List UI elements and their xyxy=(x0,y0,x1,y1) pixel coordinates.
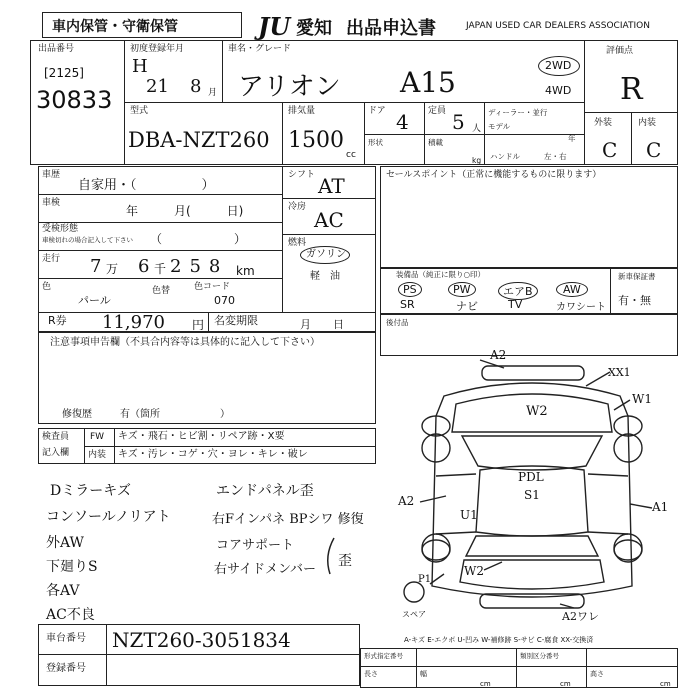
registration-era: H xyxy=(132,56,148,77)
shape-label: 形状 xyxy=(368,138,383,147)
drive-4wd: 4WD xyxy=(545,84,572,97)
equip-airbag: エアB xyxy=(498,282,538,300)
shift-label: シフト xyxy=(288,170,316,180)
registration-month-unit: 月 xyxy=(208,88,218,98)
receipt-label: 受検形態 xyxy=(42,224,79,234)
equip-seat: カワシート xyxy=(556,302,606,313)
height-label: 高さ xyxy=(590,670,604,678)
cooling-value: AC xyxy=(314,208,344,232)
remark-left-4: 下廻りS xyxy=(46,559,98,575)
aftermarket-label: 後付品 xyxy=(386,318,409,327)
mileage-sen: 6 xyxy=(138,256,150,277)
remark-left-5: 各AV xyxy=(46,583,80,599)
remark-left-1: Dミラーキズ xyxy=(50,483,131,499)
recycle-label: R券 xyxy=(48,314,67,327)
fuel-light: 軽 油 xyxy=(310,271,340,282)
inspector-label-1: 検査員 xyxy=(42,432,70,442)
capacity-label: 定員 xyxy=(428,106,447,116)
drive-2wd: 2WD xyxy=(545,59,572,72)
reg-no-label: 登録番号 xyxy=(46,663,86,674)
bottom-fields-box xyxy=(360,648,678,688)
exterior-label: 外装 xyxy=(594,118,613,128)
aftermarket-box xyxy=(380,314,678,356)
capacity-unit: 人 xyxy=(472,124,482,134)
repair-label: 修復歴 xyxy=(62,409,92,420)
mileage-man-unit: 万 xyxy=(106,262,119,276)
usage-value: 自家用・（ ） xyxy=(78,178,215,193)
mark-a1: A1 xyxy=(652,500,669,514)
mark-w2-roof: W2 xyxy=(526,404,548,419)
fuel-gas: ガソリン xyxy=(306,249,346,260)
displacement-unit: cc xyxy=(346,150,356,160)
load-label: 積載 xyxy=(428,138,443,147)
model-label: 型式 xyxy=(130,106,149,116)
sales-point-label: セールスポイント（正常に機能するものに限ります） xyxy=(386,170,602,180)
mark-s1: S1 xyxy=(524,488,540,502)
mark-a2-top: A2 xyxy=(490,348,507,362)
remark-left-6: AC不良 xyxy=(46,607,95,623)
length-unit: cm xyxy=(480,680,491,688)
capacity-value: 5 xyxy=(452,110,465,134)
car-name: アリオン xyxy=(238,72,341,102)
registration-label: 初度登録年月 xyxy=(130,44,185,54)
mileage-man: 7 xyxy=(90,256,102,277)
chassis-label: 車台番号 xyxy=(46,633,86,644)
inspection-value: 年 月( 日) xyxy=(126,204,244,218)
doors-label: ドア xyxy=(368,106,386,116)
mark-xx1: XX1 xyxy=(608,366,631,379)
equip-sr: SR xyxy=(400,298,415,311)
remark-brace xyxy=(320,536,340,576)
handle-options: 左・右 xyxy=(544,152,567,161)
damage-legend: A-キズ E-エクボ U-凹み W-補修跡 S-サビ C-腐食 XX-交換済 xyxy=(404,636,594,644)
sales-point-box xyxy=(380,166,678,268)
width-label: 幅 xyxy=(420,670,427,678)
form-number-label: 形式指定番号 xyxy=(364,652,403,660)
notes-label: 注意事項申告欄（不具合内容等は具体的に記入して下さい） xyxy=(50,337,320,348)
recycle-value: 11,970 xyxy=(102,312,165,333)
new-car-warranty-label: 新車保証書 xyxy=(618,272,656,281)
model-year-label: モデル xyxy=(488,122,511,131)
equip-ps: PS xyxy=(398,282,422,297)
exterior-score: C xyxy=(602,138,618,162)
equip-aw: AW xyxy=(556,282,588,297)
cooling-label: 冷房 xyxy=(288,202,307,212)
inspector-fw-items: キズ・飛石・ヒビ割・リペア跡・X要 xyxy=(118,431,285,442)
equipment-label: 装備品（純正に限り○印） xyxy=(396,270,486,279)
interior-score: C xyxy=(646,138,662,162)
remark-right-4: 右サイドメンバー xyxy=(214,562,317,577)
lot-number-label: 出品番号 xyxy=(38,44,75,54)
color-value: パール xyxy=(78,294,111,307)
fuel-label: 燃料 xyxy=(288,238,307,248)
dealer-label: ディーラー・並行 xyxy=(488,108,548,117)
grade-score: R xyxy=(620,72,643,107)
transfer-label: 名変期限 xyxy=(214,314,258,327)
remark-right-5: 歪 xyxy=(338,553,352,569)
width-unit: cm xyxy=(560,680,571,688)
remark-right-3: コアサポート xyxy=(216,538,295,553)
doors-value: 4 xyxy=(396,110,409,134)
mileage-sen-unit: 千 xyxy=(154,262,167,276)
receipt-note: 車検切れの場合記入して下さい xyxy=(42,236,133,244)
displacement-label: 排気量 xyxy=(288,106,316,116)
inspector-fw: FW xyxy=(90,432,105,442)
model-year-unit: 年 xyxy=(568,134,576,143)
remark-left-2: コンソールノリアト xyxy=(46,509,171,525)
usage-label: 車歴 xyxy=(42,170,61,180)
color-label: 色 xyxy=(42,282,52,292)
storage-label: 車内保管・守衛保管 xyxy=(52,19,178,35)
equip-tv: TV xyxy=(508,298,523,311)
mileage-rest: 258 xyxy=(170,256,229,277)
lot-number: 30833 xyxy=(36,86,113,114)
mark-a2-rear: A2ワレ xyxy=(562,610,599,623)
load-unit: kg xyxy=(472,156,482,165)
mark-spare: スペア xyxy=(402,610,426,619)
interior-label: 内装 xyxy=(638,118,657,128)
registration-year: 21 xyxy=(146,76,169,97)
car-grade: A15 xyxy=(400,66,456,99)
equip-pw: PW xyxy=(448,282,476,297)
mark-w1-right: W1 xyxy=(632,392,652,406)
model-value: DBA-NZT260 xyxy=(128,128,270,152)
inspector-int: 内装 xyxy=(88,450,107,460)
mark-pdl: PDL xyxy=(518,470,544,484)
registration-month: 8 xyxy=(190,76,202,97)
grade-label: 評価点 xyxy=(606,46,634,56)
remark-right-2: 右Fインパネ BPシワ 修復 xyxy=(212,512,364,527)
association-name: JAPAN USED CAR DEALERS ASSOCIATION xyxy=(466,21,650,31)
form-title: 出品申込書 xyxy=(346,18,436,39)
color-code-label: 色コード xyxy=(194,282,231,292)
new-car-warranty-value: 有・無 xyxy=(618,294,651,307)
car-name-label: 車名・グレード xyxy=(228,44,292,54)
mark-a2-left: A2 xyxy=(398,494,415,508)
displacement-value: 1500 xyxy=(288,128,344,153)
region-name: 愛知 xyxy=(296,18,332,39)
mileage-label: 走行 xyxy=(42,254,61,264)
chassis-value: NZT260-3051834 xyxy=(112,628,291,652)
mark-p: P1 xyxy=(418,574,432,585)
transfer-value: 月 日 xyxy=(300,318,344,331)
shift-value: AT xyxy=(318,174,345,198)
receipt-value: （ ） xyxy=(150,232,247,246)
class-number-label: 類別区分番号 xyxy=(520,652,559,660)
equip-navi: ナビ xyxy=(456,300,478,313)
handle-label: ハンドル xyxy=(490,152,520,161)
inspection-label: 車検 xyxy=(42,198,61,208)
inspector-int-items: キズ・汚レ・コゲ・穴・ヨレ・キレ・破レ xyxy=(118,449,308,460)
repair-value: 有（箇所 ） xyxy=(120,409,230,420)
ju-logo: JU xyxy=(258,12,291,41)
remark-right-1: エンドパネル歪 xyxy=(216,483,314,499)
color-change-label: 色替 xyxy=(152,286,171,296)
height-unit: cm xyxy=(660,680,671,688)
mark-u1: U1 xyxy=(460,508,478,522)
recycle-unit: 円 xyxy=(192,318,205,332)
length-label: 長さ xyxy=(364,670,378,678)
lot-sub-number: [2125] xyxy=(44,66,84,80)
inspector-label-2: 記入欄 xyxy=(42,448,70,458)
color-code: 070 xyxy=(214,294,235,307)
mileage-unit: km xyxy=(236,264,255,278)
mark-w2-low: W2 xyxy=(464,564,484,578)
remark-left-3: 外AW xyxy=(46,535,84,551)
